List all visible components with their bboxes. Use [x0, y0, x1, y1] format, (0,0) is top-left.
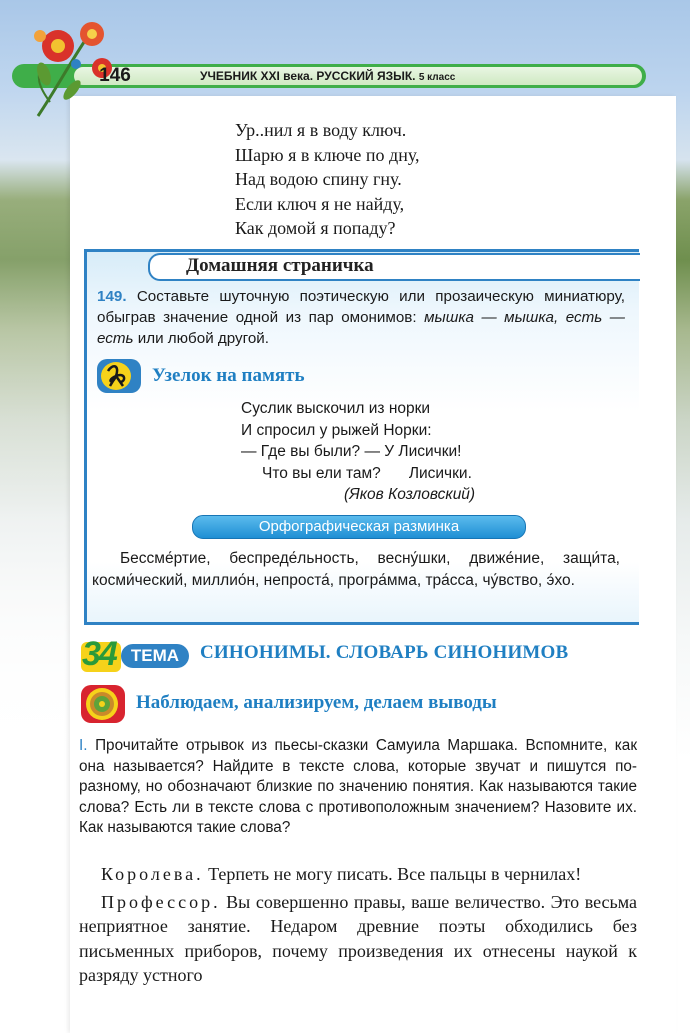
- orthography-words: Бессме́ртие, беспреде́льность, весну́шки, движе́ние, защи́та, косми́ческий, миллио́н, непроста́, програ́мма, тра́сса, чу́вство, э́хо.: [92, 550, 620, 589]
- play-replica: [79, 862, 637, 887]
- memory-poem: [241, 398, 475, 506]
- poem-line: И спросил у рыжей Норки:: [241, 421, 432, 439]
- topic-title: СИНОНИМЫ. СЛОВАРЬ СИНОНИМОВ: [200, 642, 569, 663]
- running-head: [200, 66, 455, 86]
- book-title: УЧЕБНИК XXI века. РУССКИЙ ЯЗЫК.: [200, 69, 416, 83]
- grade-label: 5 класс: [418, 72, 456, 83]
- poem-line-4b: Лисички.: [408, 464, 472, 482]
- task-text: Составьте шуточную поэтическую или прозаическую миниатюру, обыграв значение одной из пар омонимов:: [97, 288, 625, 326]
- poem-author-name: (Яков Козловский): [344, 486, 476, 503]
- replica-text: Вы совершенно правы, ваше величество. Это весьма неприятное занятие. Недаром древние поэты обходились без письменных приборов, почему произведения их отнесены наукой к разряду устного: [79, 891, 638, 985]
- topic-word: ТЕМА: [121, 644, 189, 668]
- page-number: 146: [99, 65, 131, 86]
- task-text-end: или любой другой.: [137, 330, 269, 347]
- poem-line: Если ключ я не найду,: [235, 193, 405, 214]
- poem-line: Над водою спину гну.: [235, 169, 402, 189]
- replica-text: Терпеть не могу писать. Все пальцы в чернилах!: [208, 864, 582, 884]
- speaker-professor: Профессор.: [101, 891, 221, 912]
- task-149: [97, 286, 625, 349]
- memory-title: Узелок на память: [152, 365, 305, 386]
- orthography-label: Орфографическая разминка: [192, 515, 526, 539]
- poem-author: [241, 484, 475, 506]
- poem-top: [235, 118, 420, 241]
- play-excerpt: [79, 862, 637, 991]
- task-1: [79, 736, 637, 839]
- poem-line: — Где вы были? — У Лисички!: [241, 443, 462, 460]
- play-replica: [79, 890, 637, 988]
- task-1-text: Прочитайте отрывок из пьесы-сказки Самуила Маршака. Вспомните, как она называется? Найдите в тексте слова, которые звучат и пишутся по-разному, но обозначают близкие по значению понятия. Как называются такие слова? Есть ли в тексте слова с противоположным значением? Назовите их. Как называются такие слова?: [79, 737, 638, 836]
- home-page-title: Домашняя страничка: [186, 255, 374, 276]
- poem-line-4a: Что вы ели там?: [262, 464, 381, 482]
- poem-line-4: [241, 463, 475, 485]
- topic-number: 34: [82, 635, 116, 673]
- poem-line: Шарю я в ключе по дну,: [235, 144, 420, 165]
- observe-title: Наблюдаем, анализируем, делаем выводы: [136, 692, 497, 713]
- observe-icon: [80, 684, 126, 724]
- knot-icon: [96, 358, 142, 394]
- task-1-number: I.: [79, 737, 88, 754]
- poem-line: Как домой я попаду?: [235, 218, 396, 238]
- speaker-queen: Королева.: [101, 864, 204, 884]
- poem-line: Ур..нил я в воду ключ.: [235, 120, 407, 140]
- task-examples: мышка — мышка, есть — есть: [97, 309, 625, 347]
- task-number: 149.: [97, 288, 127, 305]
- poem-line: Суслик выскочил из норки: [241, 400, 431, 417]
